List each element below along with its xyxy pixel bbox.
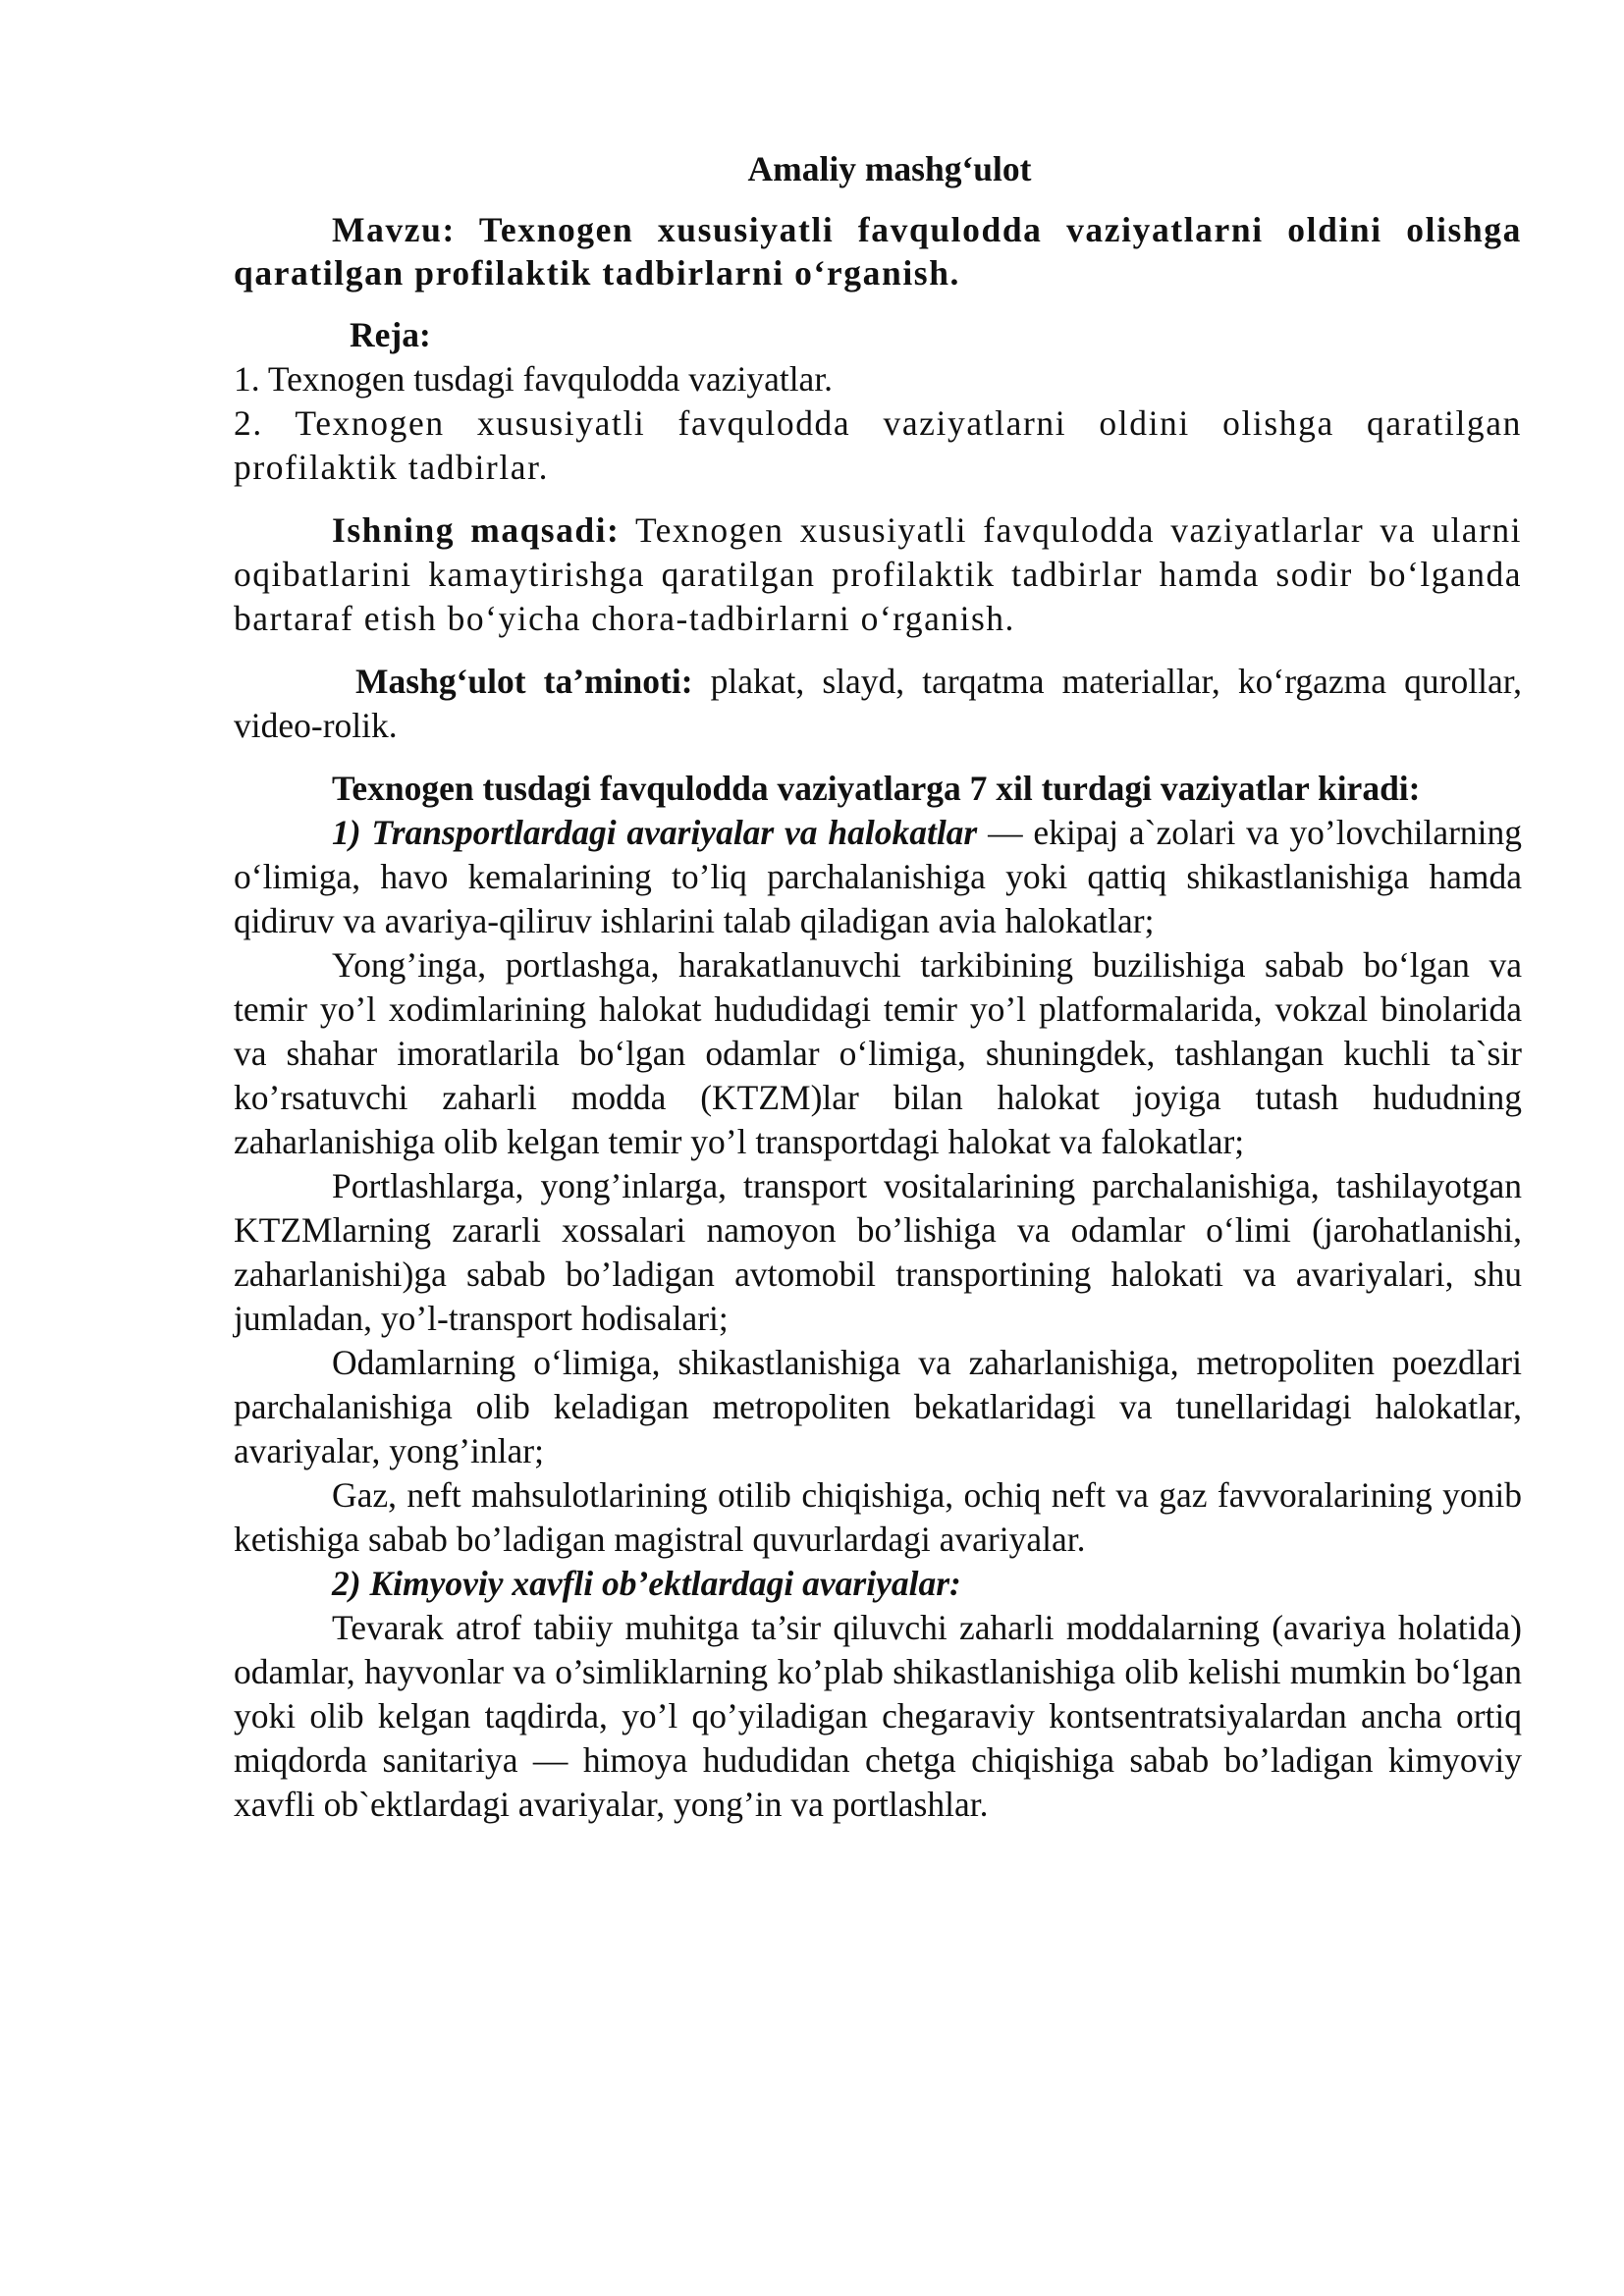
equipment-paragraph: [234, 660, 1522, 748]
plan-list: [234, 357, 1522, 490]
plan-heading: Reja:: [350, 315, 431, 354]
goal-paragraph: [234, 508, 1522, 641]
body-paragraph: Yong’inga, portlashga, harakatlanuvchi tarkibining buzilishiga sabab bo‘lgan va temir yo’l xodimlarining halokat hududidagi temir yo’l platformalarida, vokzal binolarida va shahar imoratlarila bo‘lgan odamlar o‘limiga, shuningdek, tashlangan kuchli ta`sir ko’rsatuvchi zaharli modda (KTZM)lar bilan halokat joyiga tutash hududning zaharlanishiga olib kelgan temir yo’l transportdagi halokat va falokatlar;: [234, 945, 1522, 1161]
goal-text: Texnogen xususiyatli favqulodda vaziyatlarlar va ularni oqibatlarini kamaytirishga qaratilgan profilaktik tadbirlar hamda sodir bo‘lganda bartaraf etish bo‘yicha chora-tadbirlarni o‘rganish.: [234, 510, 1522, 638]
body-paragraph: Portlashlarga, yong’inlarga, transport vositalarining parchalanishiga, tashilayotgan KTZMlarning zararli xossalari namoyon bo’lishiga va odamlar o‘limi (jarohatlanishi, zaharlanishi)ga sabab bo’ladigan avtomobil transportining halokati va avariyalari, shu jumladan, yo’l-transport hodisalari;: [234, 1166, 1522, 1338]
item1-text: — ekipaj a`zolari va yo’lovchilarning o‘limiga, havo kemalarining to’liq parchalanishiga yoki qattiq shikastlanishiga hamda qidiruv va avariya-qiliruv ishlarini talab qiladigan avia halokatlar;: [234, 813, 1523, 940]
goal-label: Ishning maqsadi:: [332, 510, 621, 550]
topic-label: Mavzu:: [332, 210, 456, 249]
plan-item: 2. Texnogen xususiyatli favqulodda vaziyatlarni oldini olishga qaratilgan profilaktik tadbirlar.: [234, 403, 1522, 487]
section-lead: Texnogen tusdagi favqulodda vaziyatlarga 7 xil turdagi vaziyatlar kiradi:: [332, 769, 1421, 808]
document-page: [234, 147, 1522, 1827]
equipment-text: plakat, slayd, tarqatma materiallar, ko‘rgazma qurollar, video-rolik.: [234, 662, 1522, 745]
topic-paragraph: [234, 208, 1522, 294]
topic-text: Texnogen xususiyatli favqulodda vaziyatlarni oldini olishga qaratilgan profilaktik tadbirlarni o‘rganish.: [234, 210, 1522, 293]
body-paragraph: Odamlarning o‘limiga, shikastlanishiga va zaharlanishiga, metropoliten poezdlari parchalanishiga olib keladigan metropoliten bekatlaridagi va tunellaridagi halokatlar, avariyalar, yong’inlar;: [234, 1343, 1522, 1470]
item1-paragraph: [234, 811, 1522, 943]
item2-heading: 2) Kimyoviy xavfli ob’ektlardagi avariyalar:: [332, 1564, 961, 1603]
equipment-label: Mashg‘ulot ta’minoti:: [355, 662, 693, 701]
item1-heading: 1) Transportlardagi avariyalar va halokatlar: [332, 813, 978, 852]
document-title: Amaliy mashg‘ulot: [747, 149, 1032, 188]
plan-item: 1. Texnogen tusdagi favqulodda vaziyatlar.: [234, 359, 834, 399]
item2-paragraph: Tevarak atrof tabiiy muhitga ta’sir qiluvchi zaharli moddalarning (avariya holatida) odamlar, hayvonlar va o’simliklarning ko’plab shikastlanishiga olib kelishi mumkin bo‘lgan yoki olib kelgan taqdirda, yo’l qo’yiladigan chegaraviy kontsentratsiyalardan ancha ortiq miqdorda sanitariya — himoya hududidan chetga chiqishiga sabab bo’ladigan kimyoviy xavfli ob`ektlardagi avariyalar, yong’in va portlashlar.: [234, 1608, 1522, 1824]
body-paragraph: Gaz, neft mahsulotlarining otilib chiqishiga, ochiq neft va gaz favvoralarining yonib ketishiga sabab bo’ladigan magistral quvurlardagi avariyalar.: [234, 1475, 1522, 1559]
